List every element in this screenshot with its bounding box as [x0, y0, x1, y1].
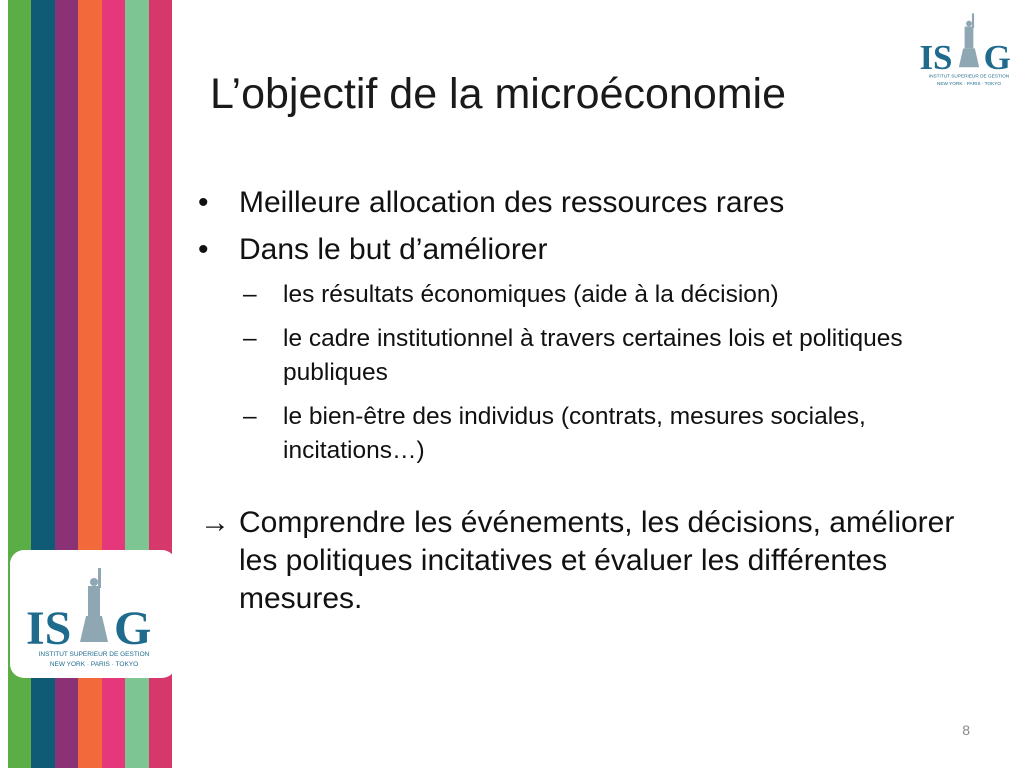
bullet-item [196, 184, 996, 222]
logo-line2: NEW YORK · PARIS · TOKYO [49, 661, 139, 668]
subbullet-item [239, 400, 943, 468]
subbullet-item [239, 278, 943, 312]
dash-icon: – [243, 403, 257, 430]
bullet-text: Meilleure allocation des ressources rares [239, 186, 785, 219]
isg-logo-icon [24, 558, 164, 673]
logo-line1: INSTITUT SUPERIEUR DE GESTION [38, 651, 150, 658]
logo-line1: INSTITUT SUPERIEUR DE GESTION [928, 74, 1010, 80]
bullet-icon: • [198, 186, 209, 219]
slide-content [196, 184, 996, 618]
subbullet-item [239, 322, 943, 390]
conclusion [196, 504, 979, 618]
subbullet-text: les résultats économiques (aide à la décision) [283, 281, 779, 308]
slide-title: L’objectif de la microéconomie [210, 70, 787, 118]
arrow-right-icon: → [200, 506, 230, 539]
dash-icon: – [243, 281, 257, 308]
svg-text:IS: IS [919, 37, 953, 77]
isg-logo-icon [918, 4, 1020, 92]
svg-text:IS: IS [26, 602, 72, 655]
subbullet-text: le bien-être des individus (contrats, mesures sociales, incitations…) [283, 403, 866, 464]
bullet-icon: • [198, 233, 209, 266]
svg-text:G: G [114, 602, 152, 655]
subbullet-text: le cadre institutionnel à travers certaines lois et politiques publiques [283, 325, 903, 386]
logo-card [10, 550, 176, 678]
bullet-text: Dans le but d’améliorer [239, 233, 548, 266]
bullet-item [196, 231, 996, 269]
svg-text:G: G [983, 37, 1011, 77]
page-number: 8 [962, 722, 970, 738]
dash-icon: – [243, 325, 257, 352]
conclusion-text: Comprendre les événements, les décisions, améliorer les politiques incitatives et évaluer les différentes mesures. [239, 506, 955, 615]
logo-line2: NEW YORK · PARIS · TOKYO [936, 81, 1002, 87]
